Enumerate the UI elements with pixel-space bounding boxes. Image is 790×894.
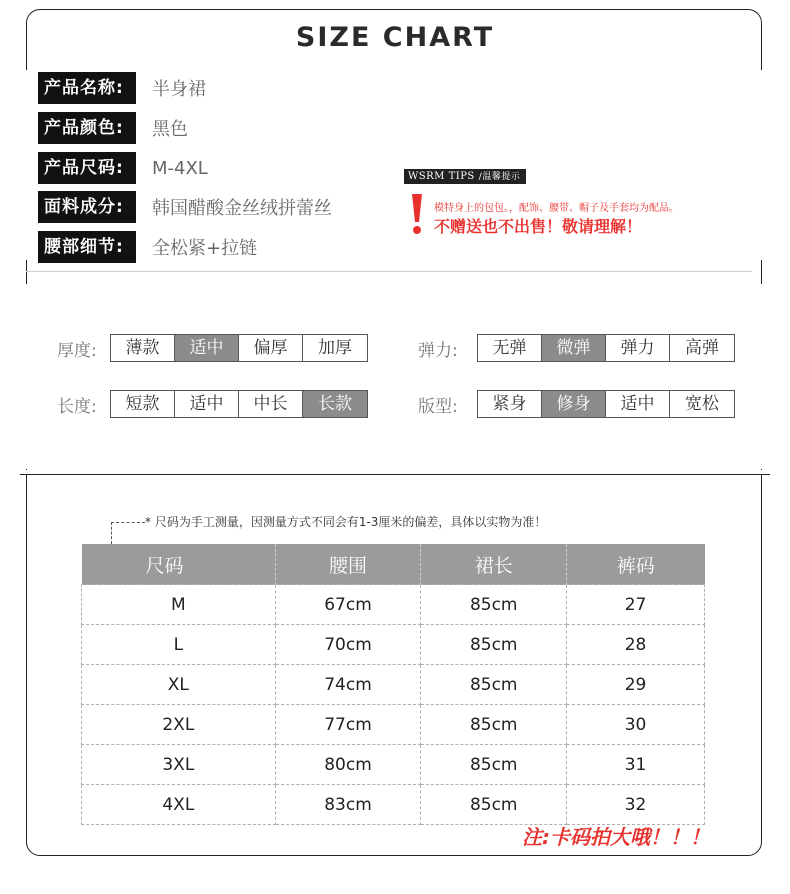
table-row bbox=[82, 705, 705, 745]
section-divider-2 bbox=[20, 474, 770, 475]
size-table-header-cell: 裙长 bbox=[421, 544, 567, 585]
attribute-option: 短款 bbox=[111, 391, 175, 417]
table-row bbox=[82, 585, 705, 625]
frame-gap-right-2 bbox=[754, 284, 768, 469]
product-info-label: 产品颜色: bbox=[38, 112, 136, 144]
table-cell: 85cm bbox=[421, 705, 567, 745]
product-info-label: 面料成分: bbox=[38, 191, 136, 223]
table-cell: 31 bbox=[567, 745, 705, 785]
table-cell: 85cm bbox=[421, 745, 567, 785]
attribute-options bbox=[477, 334, 735, 362]
frame-gap-left-2 bbox=[20, 284, 34, 469]
attribute-option: 无弹 bbox=[478, 335, 542, 361]
product-info-row bbox=[38, 152, 208, 184]
attribute-option-selected: 修身 bbox=[542, 391, 606, 417]
table-row bbox=[82, 625, 705, 665]
section-divider bbox=[26, 271, 752, 272]
attribute-option: 薄款 bbox=[111, 335, 175, 361]
attribute-options bbox=[110, 390, 368, 418]
table-cell: 3XL bbox=[82, 745, 276, 785]
product-info-value: 半身裙 bbox=[152, 79, 206, 100]
table-cell: 85cm bbox=[421, 665, 567, 705]
size-table-body bbox=[82, 585, 705, 825]
table-cell: 2XL bbox=[82, 705, 276, 745]
table-cell: 80cm bbox=[275, 745, 421, 785]
attribute-options bbox=[477, 390, 735, 418]
table-cell: L bbox=[82, 625, 276, 665]
product-info-row bbox=[38, 112, 188, 144]
tips-line2: 不赠送也不出售！敬请理解！ bbox=[434, 217, 643, 236]
product-info-value: 韩国醋酸金丝绒拼蕾丝 bbox=[152, 198, 332, 219]
product-info-value: 黑色 bbox=[152, 119, 188, 140]
table-cell: 77cm bbox=[275, 705, 421, 745]
attribute-option-selected: 微弹 bbox=[542, 335, 606, 361]
attribute-option: 适中 bbox=[175, 391, 239, 417]
product-info-row bbox=[38, 191, 332, 223]
attribute-label: 版型: bbox=[418, 397, 458, 417]
frame-gap-left bbox=[20, 70, 34, 260]
size-table bbox=[81, 544, 705, 825]
table-cell: 29 bbox=[567, 665, 705, 705]
attribute-option: 弹力 bbox=[606, 335, 670, 361]
table-cell: 83cm bbox=[275, 785, 421, 825]
table-cell: 85cm bbox=[421, 625, 567, 665]
tips-badge-text: WSRM TIPS bbox=[408, 171, 475, 182]
footer-note: 注:卡码拍大哦！！！ bbox=[522, 825, 710, 849]
product-info-label: 产品尺码: bbox=[38, 152, 136, 184]
attribute-label: 长度: bbox=[57, 397, 97, 417]
table-row bbox=[82, 745, 705, 785]
table-cell: 67cm bbox=[275, 585, 421, 625]
product-info-row bbox=[38, 72, 206, 104]
product-info-label: 腰部细节: bbox=[38, 231, 136, 263]
attribute-label: 弹力: bbox=[418, 341, 458, 361]
table-cell: 85cm bbox=[421, 585, 567, 625]
table-cell: 4XL bbox=[82, 785, 276, 825]
attribute-option-selected: 适中 bbox=[175, 335, 239, 361]
attribute-option-selected: 长款 bbox=[303, 391, 367, 417]
page-title: SIZE CHART bbox=[295, 22, 495, 53]
product-info-value: 全松紧+拉链 bbox=[152, 238, 258, 259]
measurement-note: * 尺码为手工测量，因测量方式不同会有1-3厘米的偏差，具体以实物为准！ bbox=[145, 515, 547, 529]
size-table-header-cell: 腰围 bbox=[275, 544, 421, 585]
tips-badge bbox=[404, 169, 526, 184]
table-cell: 27 bbox=[567, 585, 705, 625]
table-cell: 28 bbox=[567, 625, 705, 665]
attribute-option: 紧身 bbox=[478, 391, 542, 417]
table-cell: 30 bbox=[567, 705, 705, 745]
tips-header bbox=[404, 169, 526, 184]
attribute-option: 中长 bbox=[239, 391, 303, 417]
attribute-option: 高弹 bbox=[685, 338, 719, 358]
attribute-options bbox=[110, 334, 368, 362]
exclamation-icon bbox=[406, 192, 428, 236]
attribute-label: 厚度: bbox=[57, 341, 97, 361]
size-table-header bbox=[82, 544, 705, 585]
size-table-header-cell: 裤码 bbox=[567, 544, 705, 585]
table-cell: 32 bbox=[567, 785, 705, 825]
table-cell: 85cm bbox=[421, 785, 567, 825]
attribute-option: 偏厚 bbox=[239, 335, 303, 361]
table-row bbox=[82, 665, 705, 705]
frame-gap-right bbox=[754, 70, 768, 260]
attribute-option: 宽松 bbox=[685, 394, 719, 414]
tips-line1: 模特身上的包包。，配饰、腰带、帽子及手套均为配品。 bbox=[434, 203, 679, 214]
table-row bbox=[82, 785, 705, 825]
product-info-value: M-4XL bbox=[152, 157, 208, 179]
product-info-label: 产品名称: bbox=[38, 72, 136, 104]
section-gap bbox=[20, 470, 770, 474]
product-info-row bbox=[38, 231, 257, 263]
table-cell: 70cm bbox=[275, 625, 421, 665]
tips-badge-zh: /温馨提示 bbox=[478, 172, 521, 182]
size-table-header-cell: 尺码 bbox=[82, 544, 276, 585]
table-cell: M bbox=[82, 585, 276, 625]
table-cell: XL bbox=[82, 665, 276, 705]
attribute-option: 加厚 bbox=[318, 338, 352, 358]
table-cell: 74cm bbox=[275, 665, 421, 705]
attribute-option: 适中 bbox=[606, 391, 670, 417]
